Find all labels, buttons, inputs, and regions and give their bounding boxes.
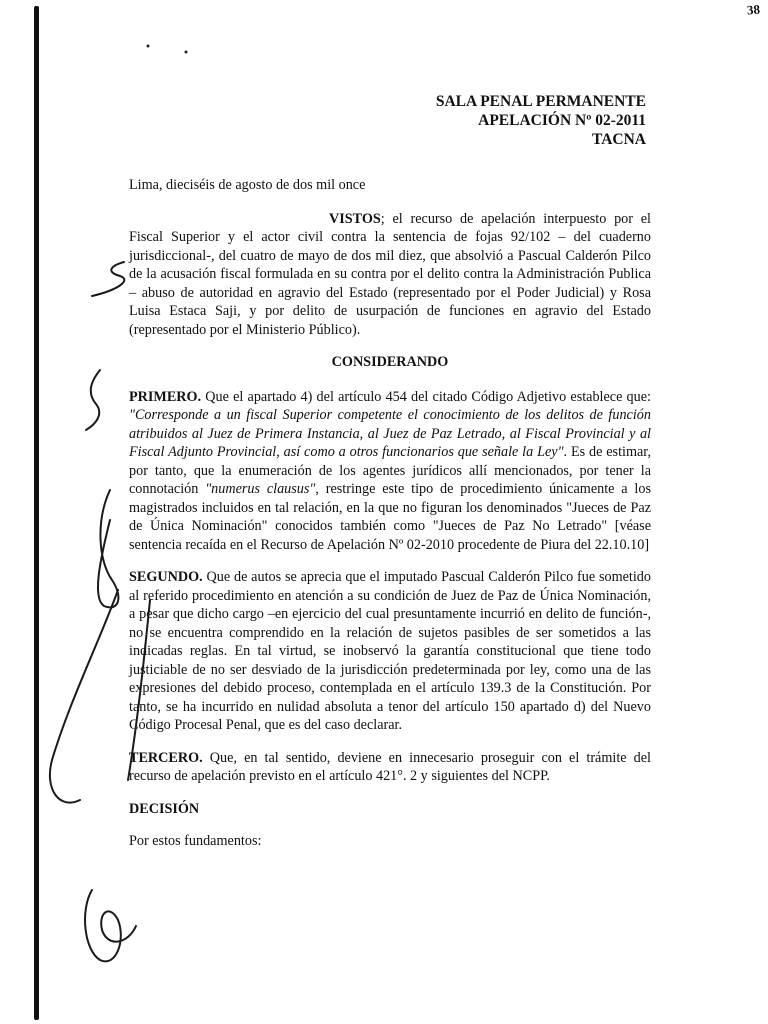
header-city: TACNA (592, 131, 646, 148)
primero-quote: "Corresponde a un fiscal Superior competente el conocimiento de los delitos de función atribuidos al Juez de Primera Instancia, al Juez de Paz Letrado, al Fiscal Provincial y al Fiscal Adjunto Provincial, así como a otros funcionarios que señale la Ley" (129, 407, 651, 460)
scan-binding-edge (34, 6, 39, 1020)
primero-text-middle: . Es de estimar, por tanto, que la enumeración de los agentes jurídicos allí mencionados, por tener la connotación (129, 444, 651, 497)
date-line: Lima, dieciséis de agosto de dos mil once (129, 177, 366, 193)
decision-heading: DECISIÓN (129, 800, 200, 817)
vistos-paragraph (129, 210, 651, 340)
tercero-text: Que, en tal sentido, deviene en innecesario proseguir con el trámite del recurso de apelación previsto en el artículo 421°. 2 y siguientes del NCPP. (129, 749, 651, 784)
closing-line: Por estos fundamentos: (129, 833, 262, 849)
signature-stroke-long (50, 590, 118, 803)
primero-italic-term: "numerus clausus" (205, 481, 316, 497)
document-body (129, 176, 651, 851)
segundo-text: Que de autos se aprecia que el imputado Pascual Calderón Pilco fue sometido al referido procedimiento en atención a su condición de Juez de Paz de Única Nominación, a pesar que dicho cargo –en ejercicio del cual presuntamente incurrió en delito de función-, no se encuentra comprendido en la relación de sujetos pasibles de ser sometidos a las indicadas reglas. En tal virtud, se inobservó la garantía constitucional que tiene todo justiciable de no ser desviado de la jurisdicción predeterminada por ley, como una de las expresiones del debido proceso, contemplada en el artículo 139.3 de la Constitución. Por tanto, se ha incurrido en nulidad absoluta a tenor del artículo 150 apartado d) del Nuevo Código Procesal Penal, que es del caso declarar. (129, 569, 651, 733)
tercero-paragraph (129, 749, 651, 786)
margin-bracket-mark (92, 262, 124, 296)
segundo-paragraph (129, 568, 651, 735)
primero-paragraph (129, 388, 651, 555)
tercero-label: TERCERO. (129, 749, 203, 766)
considerando-heading: CONSIDERANDO (331, 354, 449, 370)
header-case-number: APELACIÓN Nº 02-2011 (478, 112, 646, 129)
initials-mark (85, 890, 136, 961)
vistos-text: ; el recurso de apelación interpuesto por el Fiscal Superior y el actor civil contra la sentencia de fojas 92/102 – del cuaderno jurisdiccional-, del cuatro de mayo de dos mil diez, que absolvió a Pascual Calderón Pilco de la acusación fiscal formulada en su contra por el delito contra la Administración Publica – abuso de autoridad en agravio del Estado (representado por el Poder Judicial) y Rosa Luisa Estaca Saji, y por delito de usurpación de funciones en agravio del Estado (representado por el Ministerio Público). (129, 210, 651, 338)
vistos-label: VISTOS (329, 210, 381, 227)
header-court: SALA PENAL PERMANENTE (435, 93, 646, 110)
signature-loop (98, 490, 118, 607)
primero-text-after: , restringe este tipo de procedimiento únicamente a los magistrados incluidos en tal relación, en la que no figuran los denominados "Jueces de Paz de Única Nominación" conocidos también como "Jueces de Paz No Letrado" [véase sentencia recaída en el Recurso de Apelación Nº 02-2010 procedente de Piura del 22.10.10] (129, 481, 651, 553)
segundo-label: SEGUNDO. (129, 569, 203, 585)
primero-label: PRIMERO. (129, 388, 202, 405)
scan-speck (185, 51, 188, 54)
margin-arrow-mark (86, 370, 100, 430)
handwritten-page-number: 38 (746, 1, 761, 18)
scan-speck (147, 45, 150, 48)
primero-text-before-quote: Que el apartado 4) del artículo 454 del citado Código Adjetivo establece que: (201, 388, 651, 405)
document-header (436, 92, 646, 149)
